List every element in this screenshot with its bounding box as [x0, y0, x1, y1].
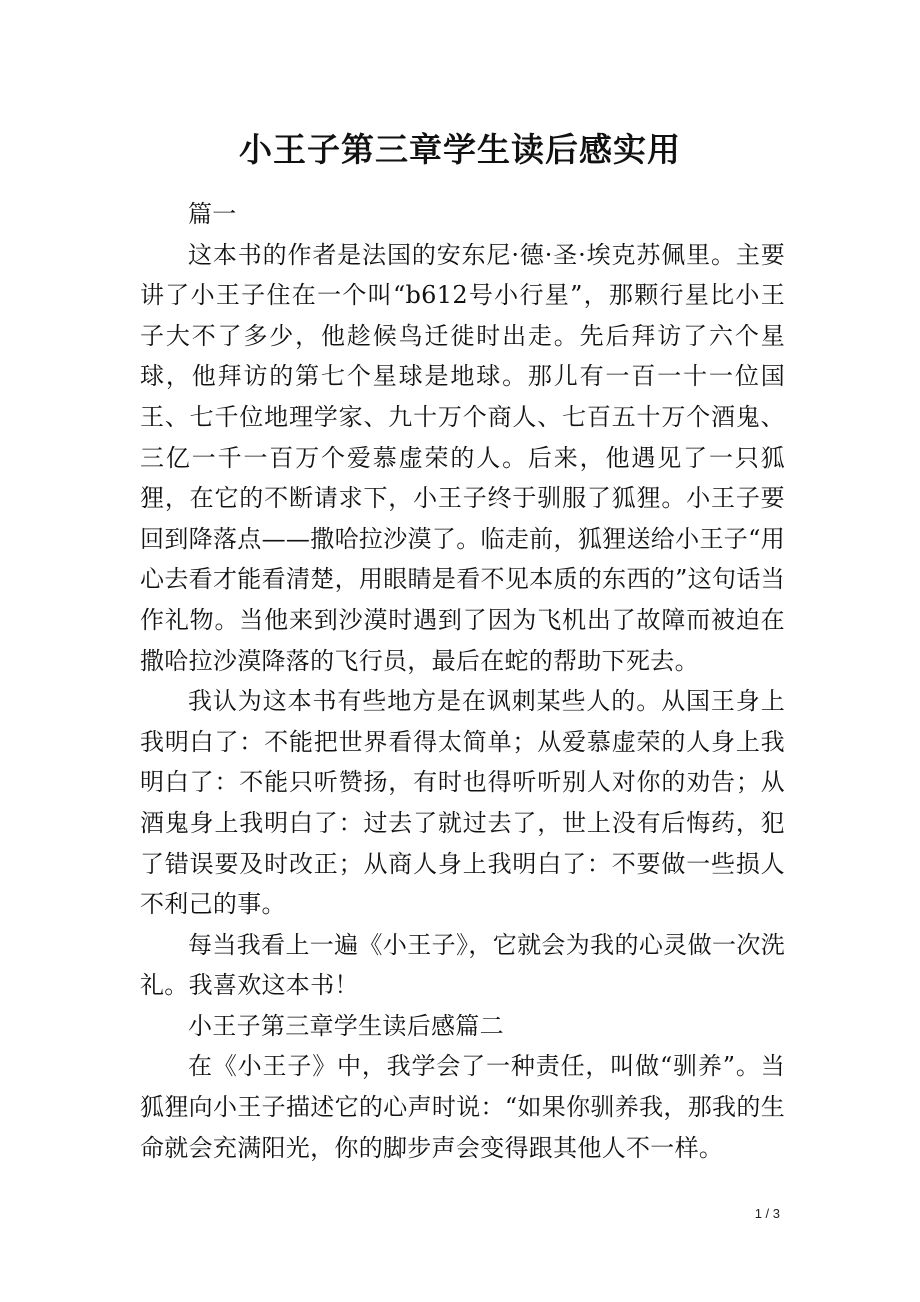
paragraph-conclusion: 每当我看上一遍《小王子》，它就会为我的心灵做一次洗礼。我喜欢这本书！	[140, 930, 785, 1000]
page-number: 1 / 3	[754, 1206, 780, 1221]
paragraph-part-two-intro: 在《小王子》中，我学会了一种责任，叫做“驯养”。当狐狸向小王子描述它的心声时说：“如果你驯养我，那我的生命就会充满阳光，你的脚步声会变得跟其他人不一样。	[140, 1052, 785, 1162]
paragraph-summary: 这本书的作者是法国的安东尼·德·圣·埃克苏佩里。主要讲了小王子住在一个叫“b612号小行星”，那颗行星比小王子大不了多少，他趁候鸟迁徙时出走。先后拜访了六个星球，他拜访的第七个星球是地球。那儿有一百一十一位国王、七千位地理学家、九十万个商人、七百五十万个酒鬼、三亿一千一百万个爱慕虚荣的人。后来，他遇见了一只狐狸，在它的不断请求下，小王子终于驯服了狐狸。小王子要回到降落点——撒哈拉沙漠了。临走前，狐狸送给小王子“用心去看才能看清楚，用眼睛是看不见本质的东西的”这句话当作礼物。当他来到沙漠时遇到了因为飞机出了故障而被迫在撒哈拉沙漠降落的飞行员，最后在蛇的帮助下死去。	[140, 240, 785, 675]
section-heading-part-one: 篇一	[188, 200, 237, 228]
section-heading-part-two: 小王子第三章学生读后感篇二	[188, 1011, 504, 1040]
document-title: 小王子第三章学生读后感实用	[239, 130, 681, 169]
paragraph-reflection: 我认为这本书有些地方是在讽刺某些人的。从国王身上我明白了：不能把世界看得太简单；从爱慕虚荣的人身上我明白了：不能只听赞扬，有时也得听听别人对你的劝告；从酒鬼身上我明白了：过去了就过去了，世上没有后悔药，犯了错误要及时改正；从商人身上我明白了：不要做一些损人不利己的事。	[140, 687, 785, 919]
document-body	[140, 194, 785, 1168]
